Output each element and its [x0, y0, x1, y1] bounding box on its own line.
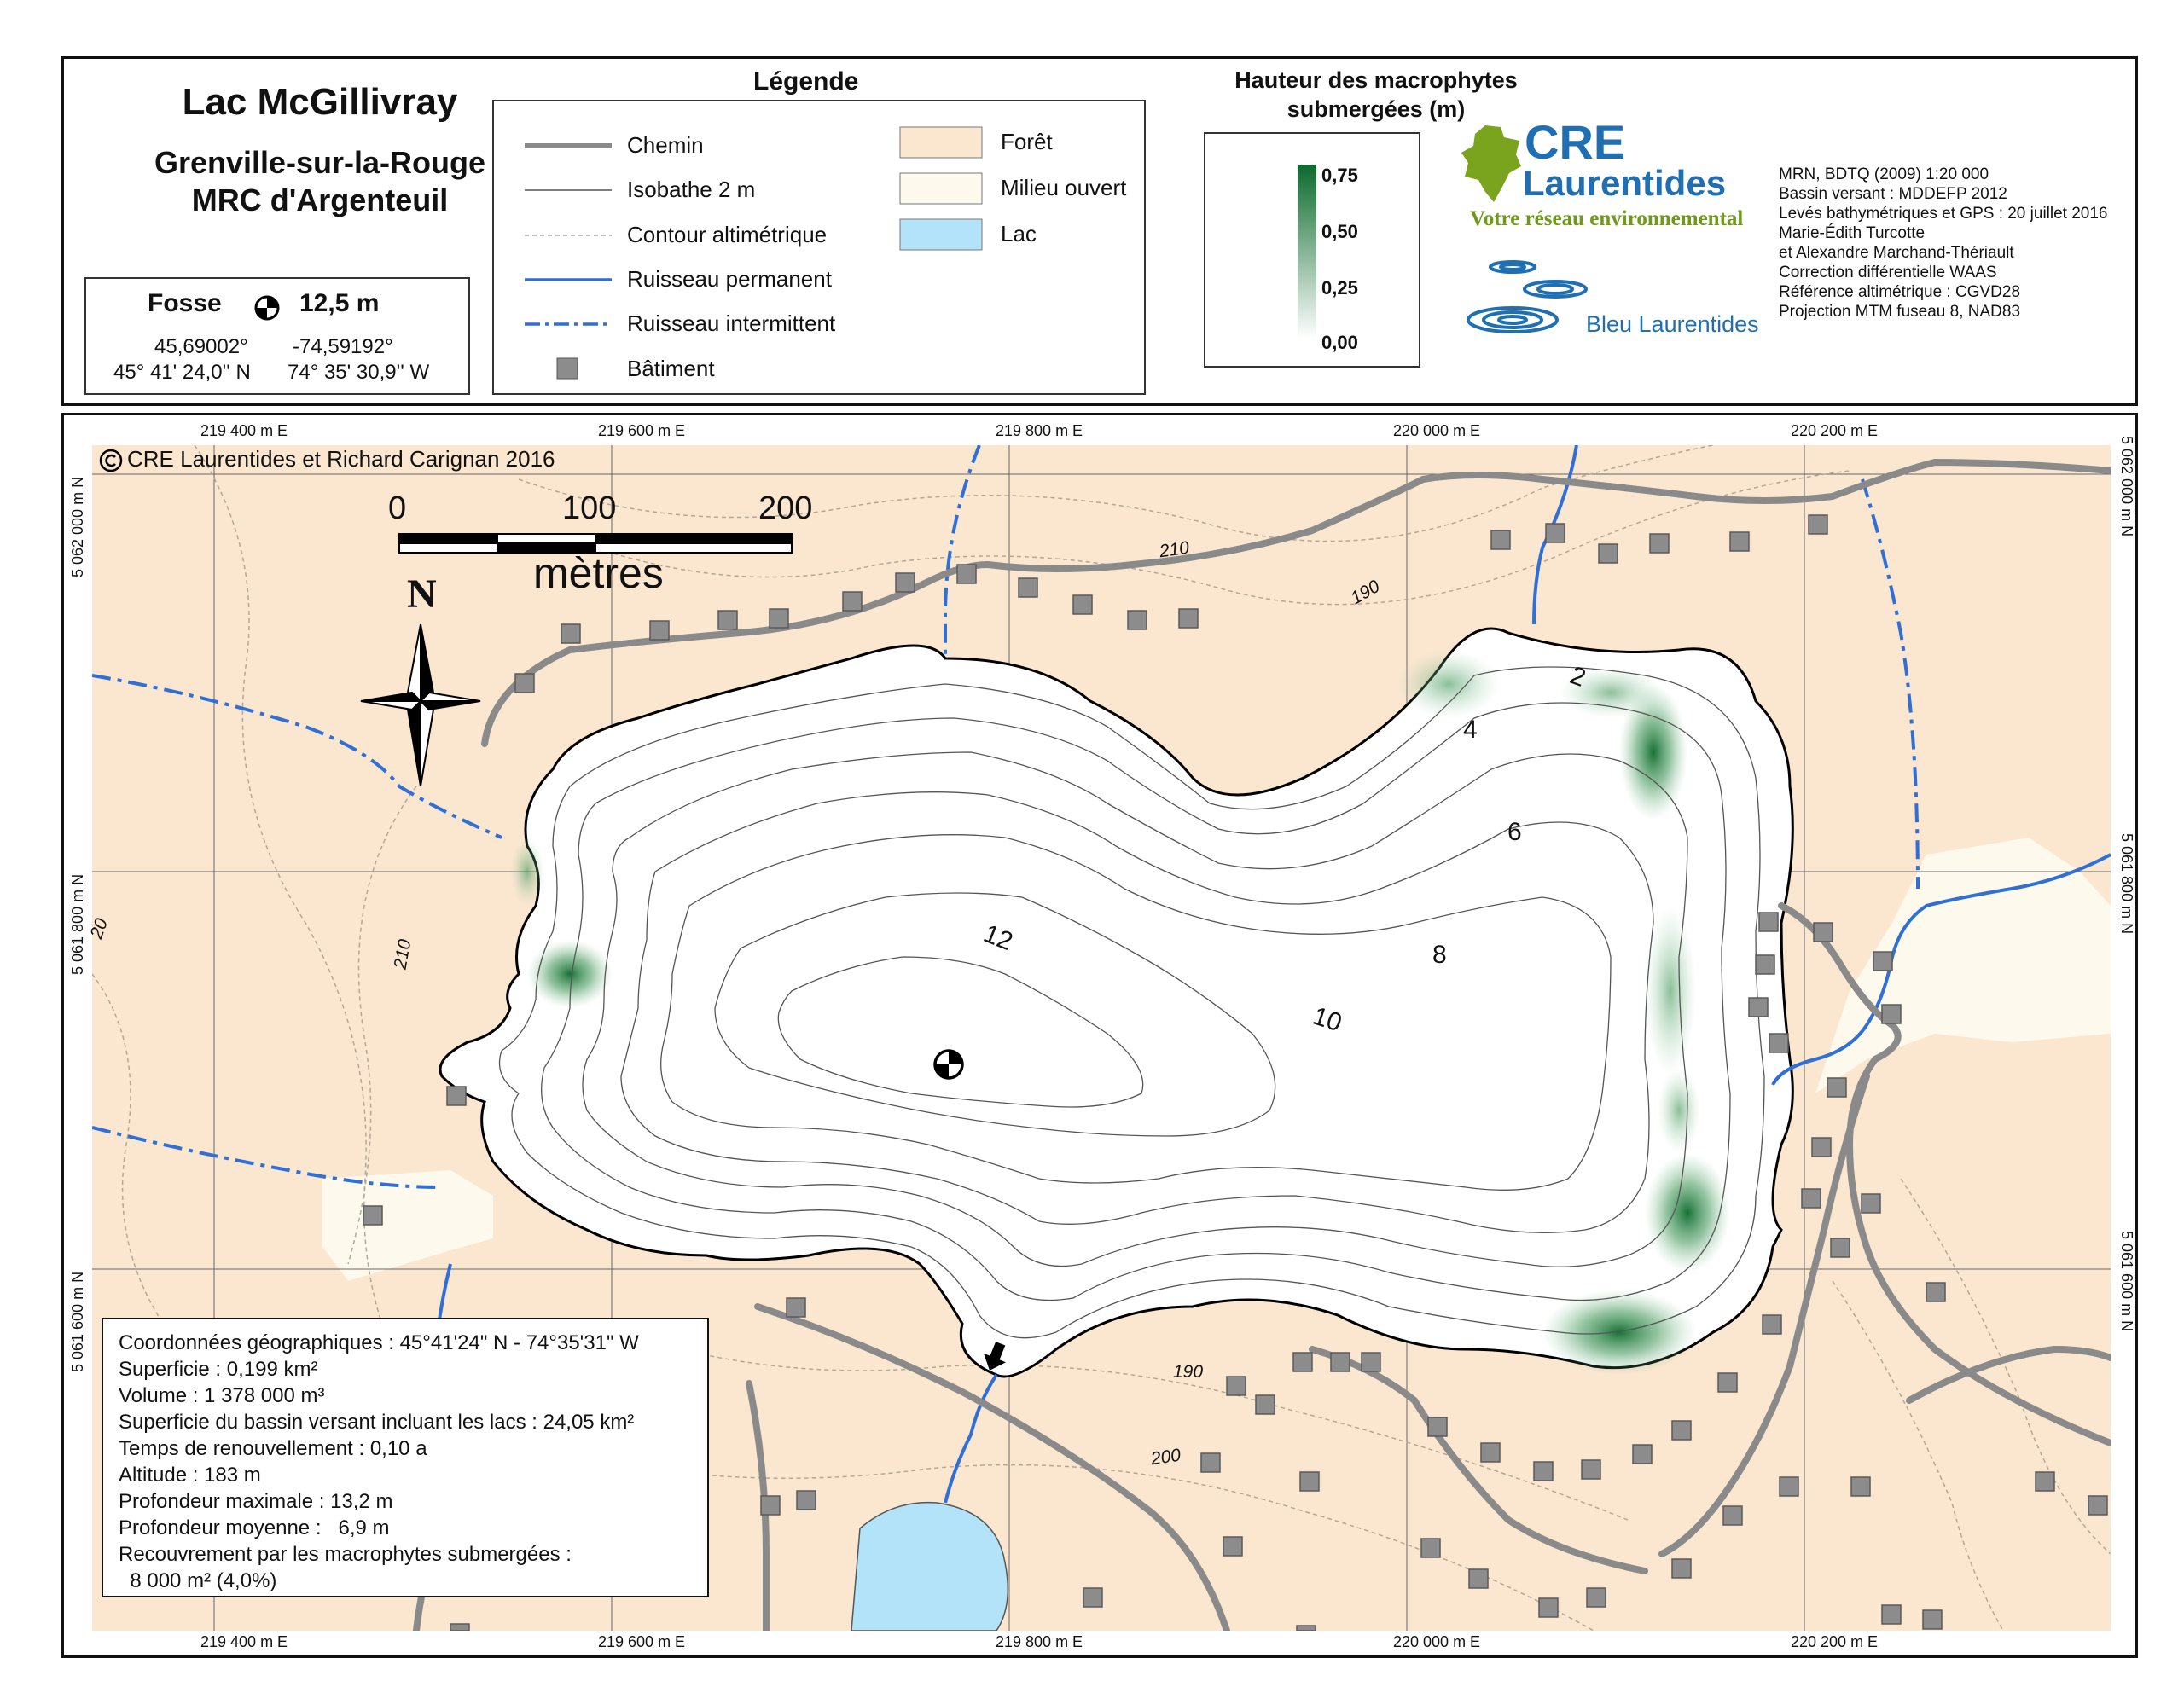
lake-info-box [102, 1318, 709, 1597]
contour-label: 20 [86, 915, 113, 942]
macrophyte-scale-box [1204, 132, 1420, 368]
contour-label: 190 [1347, 576, 1384, 609]
grid-label-top: 220 200 m E [1791, 422, 1879, 439]
grid-label-top: 219 400 m E [200, 422, 288, 439]
grid-label-left: 5 062 000 m N [69, 476, 86, 577]
credit-line: et Alexandre Marchand-Thériault [1779, 244, 2014, 262]
grid-label-bottom: 220 000 m E [1393, 1633, 1481, 1650]
header-panel [61, 56, 2138, 406]
grid-label-right: 5 061 800 m N [2118, 833, 2135, 935]
copyright-text: CRE Laurentides et Richard Carignan 2016 [127, 446, 555, 472]
contour-label: 190 [1173, 1362, 1204, 1382]
scale-label-0: 0 [388, 490, 407, 526]
isobath-label-12: 12 [979, 919, 1017, 957]
info-line: Coordonnées géographiques : 45°41'24" N - 74°35'31" W [119, 1331, 639, 1354]
legend-road-label: Chemin [627, 132, 704, 158]
legend-open-label: Milieu ouvert [1001, 175, 1127, 200]
grid-label-bottom: 219 400 m E [200, 1633, 288, 1650]
legend-forest-label: Forêt [1001, 129, 1053, 154]
fosse-lat-dms: 45° 41' 24,0'' N [113, 361, 251, 384]
grid-label-top: 219 600 m E [598, 422, 686, 439]
bleu-laurentides-text: Bleu Laurentides [1586, 311, 1759, 337]
ramp-tick-000: 0,00 [1321, 332, 1358, 353]
grid-label-bottom: 219 800 m E [996, 1633, 1083, 1650]
legend-isobath-label: Isobathe 2 m [627, 177, 756, 202]
legend-building-symbol [557, 358, 578, 379]
credits-block [1779, 165, 2108, 322]
isobath-label-10: 10 [1309, 1001, 1345, 1038]
grid-label-left: 5 061 600 m N [69, 1271, 86, 1372]
legend-box [492, 100, 1146, 395]
credit-line: Levés bathymétriques et GPS : 20 juillet 2016 [1779, 205, 2108, 223]
north-label: N [407, 571, 437, 617]
isobath-label-6: 6 [1507, 818, 1522, 846]
legend-lake-symbol [900, 219, 982, 250]
cre-logo-icon [1460, 124, 1525, 206]
fosse-depth: 12,5 m [299, 289, 380, 317]
macrophyte-title-1: Hauteur des macrophytes [1234, 67, 1518, 93]
legend-title: Légende [753, 67, 859, 96]
legend-contour-label: Contour altimétrique [627, 222, 828, 247]
isobath-label-8: 8 [1432, 941, 1447, 969]
cre-logo-text-2: Laurentides [1523, 163, 1727, 203]
scale-label-200: 200 [758, 490, 813, 526]
map-title: Lac McGillivray [182, 81, 458, 123]
ramp-tick-050: 0,50 [1321, 221, 1358, 242]
legend-stream-label: Ruisseau permanent [627, 266, 832, 292]
info-line: Profondeur maximale : 13,2 m [119, 1490, 393, 1513]
info-line: Volume : 1 378 000 m³ [119, 1384, 325, 1407]
macrophyte-title-2: submergées (m) [1287, 96, 1466, 122]
cre-logo-text-1: CRE [1525, 115, 1626, 169]
scale-label-100: 100 [562, 490, 617, 526]
credit-line: Projection MTM fuseau 8, NAD83 [1779, 303, 2021, 321]
info-line: 8 000 m² (4,0%) [119, 1569, 277, 1592]
grid-label-top: 219 800 m E [996, 422, 1083, 439]
fosse-lat-dec: 45,69002° [154, 335, 248, 358]
legend-lake-label: Lac [1001, 221, 1037, 246]
fosse-lon-dec: -74,59192° [293, 335, 393, 358]
legend-building-label: Bâtiment [627, 356, 715, 381]
info-line: Profondeur moyenne : 6,9 m [119, 1516, 390, 1539]
cre-tagline: Votre réseau environnemental [1470, 207, 1744, 230]
grid-label-right: 5 061 600 m N [2118, 1231, 2135, 1332]
fosse-icon [253, 294, 281, 322]
fosse-box [84, 277, 470, 395]
copyright-icon [98, 448, 124, 473]
scale-unit: mètres [533, 549, 664, 597]
isobath-label-4: 4 [1463, 716, 1478, 744]
legend-open-symbol [900, 173, 982, 204]
contour-label: 210 [1158, 537, 1191, 562]
credit-line: Bassin versant : MDDEFP 2012 [1779, 185, 2007, 203]
info-line: Superficie : 0,199 km² [119, 1358, 318, 1381]
municipality: Grenville-sur-la-Rouge [154, 145, 486, 180]
fosse-label: Fosse [148, 289, 222, 317]
info-line: Superficie du bassin versant incluant les lacs : 24,05 km² [119, 1411, 635, 1434]
info-line: Altitude : 183 m [119, 1464, 261, 1487]
grid-label-bottom: 219 600 m E [598, 1633, 686, 1650]
contour-label: 200 [1149, 1445, 1182, 1470]
fosse-marker-icon [935, 1051, 962, 1078]
info-line: Recouvrement par les macrophytes submergées : [119, 1543, 572, 1566]
mrc: MRC d'Argenteuil [191, 183, 449, 217]
map-panel [61, 413, 2138, 1658]
legend-intermittent-label: Ruisseau intermittent [627, 310, 836, 336]
ramp-tick-025: 0,25 [1321, 277, 1358, 299]
isobath-label-2: 2 [1566, 661, 1589, 693]
legend-forest-symbol [900, 127, 982, 158]
macrophyte-ramp [1298, 165, 1318, 339]
credit-line: Marie-Édith Turcotte [1779, 224, 1926, 242]
credit-line: MRN, BDTQ (2009) 1:20 000 [1779, 165, 1989, 183]
grid-label-top: 220 000 m E [1393, 422, 1481, 439]
grid-label-left: 5 061 800 m N [69, 873, 86, 975]
credit-line: Correction différentielle WAAS [1779, 264, 1997, 281]
fosse-lon-dms: 74° 35' 30,9'' W [288, 361, 430, 384]
credit-line: Référence altimétrique : CGVD28 [1779, 283, 2021, 301]
contour-label: 210 [390, 937, 415, 971]
grid-label-right: 5 062 000 m N [2118, 436, 2135, 537]
info-line: Temps de renouvellement : 0,10 a [119, 1437, 427, 1460]
grid-label-bottom: 220 200 m E [1791, 1633, 1879, 1650]
ramp-tick-075: 0,75 [1321, 165, 1358, 186]
